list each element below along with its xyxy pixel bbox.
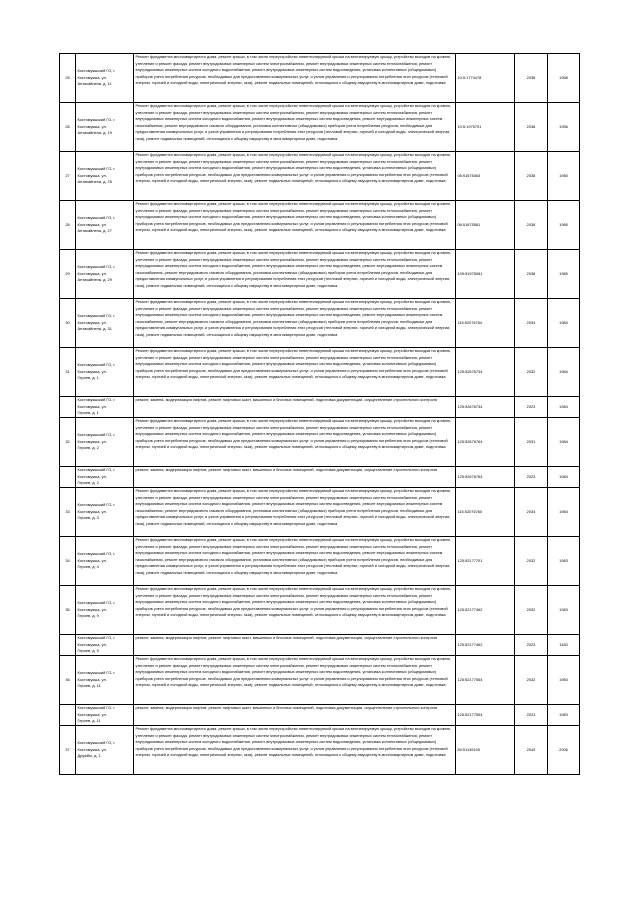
construction-year: 1984 (548, 348, 580, 397)
works-description: ремонт, замена, модернизация лифтов, ремонт лифтовых шахт, машинных и блочных помещений, подготовка документации, осуществление строительного контроля (134, 635, 456, 656)
address-line: Костомукша, ул. (77, 473, 107, 479)
row-number (60, 467, 76, 488)
cadastral-number: 125:52177554 (456, 705, 515, 726)
address-line: Костомукша, ул. (77, 172, 107, 178)
row-number: 37 (60, 726, 76, 775)
address-line: Костомукша, ул. (77, 403, 107, 409)
address-line: Костомукшский ГО, г. (77, 502, 116, 508)
construction-year: 1984 (548, 397, 580, 418)
address-line: Костомукшский ГО, г. (77, 166, 116, 172)
address-cell (76, 656, 134, 705)
row-number: 35 (60, 586, 76, 635)
address-line: Антикайнена, д. 27 (77, 228, 112, 234)
construction-year: 1984 (548, 488, 580, 537)
planned-year: 2038 (515, 54, 548, 103)
cadastral-number: 125:52177462 (456, 635, 515, 656)
construction-year: 1958 (548, 54, 580, 103)
works-description: ремонт, замена, модернизация лифтов, ремонт лифтовых шахт, машинных и блочных помещений, подготовка документации, осуществление строительного контроля (134, 467, 456, 488)
address-line: Героев, д. 2 (77, 445, 99, 451)
address-line: Костомукшский ГО, г. (77, 600, 116, 606)
planned-year: 2032 (515, 656, 548, 705)
address-line: Героев, д. 1 (77, 410, 99, 416)
address-cell (76, 348, 134, 397)
address-line: Героев, д. 9 (77, 613, 99, 619)
construction-year: 1983 (548, 537, 580, 586)
construction-year: 2006 (548, 726, 580, 775)
address-line: Костомукшский ГО, г. (77, 313, 116, 319)
cadastral-number: 06:51675581 (456, 201, 515, 250)
works-description: Ремонт фундамента многоквартирного дома, ремонт крыши, в том числе переустройство невентилируемой крыши на вентилируемую крышу, устройство выходов на кровлю, утепление и ремонт фасада, ремонт внутридомовых инженерных систем электроснабжения, ремонт внутридомовых инженерных систем теплоснабжения, ремонт внутридомовых инженерных систем холодного водоснабжения, ремонт внутридомовых инженерных систем водоотведения, ремонт внутридомовых инженерных систем газоснабжения, ремонт внутридомового газового оборудования, установка коллективных (общедомовых) приборов учета потребления ресурсов, необходимых для предоставления коммунальных услуг, и узлов управления и регулирования потребления этих ресурсов (тепловой энергии, горячей и холодной воды, электрической энергии, газа), ремонт подвальных помещений, относящихся к общему имуществу в многоквартирном доме, подготовка (134, 250, 456, 299)
address-line: Героев, д. 3 (77, 515, 99, 521)
works-description: Ремонт фундамента многоквартирного дома, ремонт крыши, в том числе переустройство невентилируемой крыши на вентилируемую крышу, устройство выходов на кровлю, утепление и ремонт фасада, ремонт внутридомовых инженерных систем электроснабжения, ремонт внутридомовых инженерных систем теплоснабжения, ремонт внутридомовых инженерных систем холодного водоснабжения, ремонт внутридомовых инженерных систем водоотведения, установка коллективных (общедомовых) приборов учета потребления ресурсов, необходимых для предоставления коммунальных услуг, и узлов управления и регулирования потребления этих ресурсов (тепловой энергии, горячей и холодной воды, электрической энергии, газа), ремонт подвальных помещений, относящихся к общему имуществу в многоквартирном доме, подготовка (134, 586, 456, 635)
planned-year: 2023 (515, 467, 548, 488)
works-description: Ремонт фундамента многоквартирного дома, ремонт крыши, в том числе переустройство невентилируемой крыши на вентилируемую крышу, устройство выходов на кровлю, утепление и ремонт фасада, ремонт внутридомовых инженерных систем электроснабжения, ремонт внутридомовых инженерных систем теплоснабжения, ремонт внутридомовых инженерных систем холодного водоснабжения, ремонт внутридомовых инженерных систем водоотведения, установка коллективных (общедомовых) приборов учета потребления ресурсов, необходимых для предоставления коммунальных услуг, и узлов управления и регулирования потребления этих ресурсов (тепловой энергии, горячей и холодной воды, электрической энергии, газа), ремонт подвальных помещений, относящихся к общему имуществу в многоквартирном доме, подготовка (134, 418, 456, 467)
works-description: Ремонт фундамента многоквартирного дома, ремонт крыши, в том числе переустройство невентилируемой крыши на вентилируемую крышу, устройство выходов на кровлю, утепление и ремонт фасада, ремонт внутридомовых инженерных систем электроснабжения, ремонт внутридомовых инженерных систем теплоснабжения, ремонт внутридомовых инженерных систем холодного водоснабжения, ремонт внутридомовых инженерных систем водоотведения, установка коллективных (общедомовых) приборов учета потребления ресурсов, необходимых для предоставления коммунальных услуг, и узлов управления и регулирования потребления этих ресурсов (тепловой энергии, горячей и холодной воды, электрической энергии, газа), ремонт подвальных помещений, относящихся к общему имуществу в многоквартирном доме, подготовка (134, 201, 456, 250)
address-line: Костомукшский ГО, г. (77, 362, 116, 368)
row-number: 31 (60, 348, 76, 397)
construction-year: 1985 (548, 152, 580, 201)
table-row (60, 537, 580, 586)
planned-year: 2034 (515, 488, 548, 537)
address-cell (76, 152, 134, 201)
address-line: Костомукшский ГО, г. (77, 264, 116, 270)
cadastral-number: 105:51975081 (456, 250, 515, 299)
address-cell (76, 201, 134, 250)
works-description: Ремонт фундамента многоквартирного дома, ремонт крыши, в том числе переустройство невентилируемой крыши на вентилируемую крышу, устройство выходов на кровлю, утепление и ремонт фасада, ремонт внутридомовых инженерных систем электроснабжения, ремонт внутридомовых инженерных систем теплоснабжения, ремонт внутридомовых инженерных систем холодного водоснабжения, ремонт внутридомовых инженерных систем водоотведения, установка коллективных (общедомовых) приборов учета потребления ресурсов, необходимых для предоставления коммунальных услуг, и узлов управления и регулирования потребления этих ресурсов (тепловой энергии, горячей и холодной воды, электрической энергии, газа), ремонт подвальных помещений, относящихся к общему имуществу в многоквартирном доме, подготовка (134, 152, 456, 201)
planned-year: 2038 (515, 103, 548, 152)
planned-year: 2032 (515, 348, 548, 397)
works-description: Ремонт фундамента многоквартирного дома, ремонт крыши, в том числе переустройство невентилируемой крыши на вентилируемую крышу, устройство выходов на кровлю, утепление и ремонт фасада, ремонт внутридомовых инженерных систем электроснабжения, ремонт внутридомовых инженерных систем теплоснабжения, ремонт внутридомовых инженерных систем холодного водоснабжения, ремонт внутридомовых инженерных систем водоотведения, установка коллективных (общедомовых) приборов учета потребления ресурсов, необходимых для предоставления коммунальных услуг, и узлов управления и регулирования потребления этих ресурсов (тепловой энергии, горячей и холодной воды, электрической энергии, газа), ремонт подвальных помещений, относящихся к общему имуществу в многоквартирном доме, подготовка (134, 54, 456, 103)
table-row (60, 54, 580, 103)
address-cell (76, 586, 134, 635)
table-row (60, 635, 580, 656)
address-line: Героев, д. 11 (77, 718, 101, 724)
cadastral-number: 125:52676764 (456, 418, 515, 467)
table-row (60, 201, 580, 250)
works-description: ремонт, замена, модернизация лифтов, ремонт лифтовых шахт, машинных и блочных помещений, подготовка документации, осуществление строительного контроля (134, 397, 456, 418)
construction-year: 1984 (548, 418, 580, 467)
planned-year: 2032 (515, 537, 548, 586)
address-line: Костомукша, ул. (77, 606, 107, 612)
cadastral-number: 125:52676764 (456, 467, 515, 488)
works-description: Ремонт фундамента многоквартирного дома, ремонт крыши, в том числе переустройство невентилируемой крыши на вентилируемую крышу, устройство выходов на кровлю, утепление и ремонт фасада, ремонт внутридомовых инженерных систем электроснабжения, ремонт внутридомовых инженерных систем теплоснабжения, ремонт внутридомовых инженерных систем холодного водоснабжения, ремонт внутридомовых инженерных систем водоотведения, ремонт внутридомовых инженерных систем газоснабжения, ремонт внутридомового газового оборудования, установка коллективных (общедомовых) приборов учета потребления ресурсов, необходимых для предоставления коммунальных услуг, и узлов управления и регулирования потребления этих ресурсов (тепловой энергии, горячей и холодной воды, электрической энергии, газа), ремонт подвальных помещений, относящихся к общему имуществу в многоквартирном доме, подготовка (134, 537, 456, 586)
cadastral-number: 115:52076764 (456, 299, 515, 348)
construction-year: 1983 (548, 586, 580, 635)
table-row (60, 152, 580, 201)
cadastral-number: 06:51675463 (456, 152, 515, 201)
cadastral-number: 125:52177701 (456, 537, 515, 586)
table-row (60, 467, 580, 488)
table-row (60, 250, 580, 299)
address-line: Костомукша, ул. (77, 676, 107, 682)
construction-year: 1983 (548, 705, 580, 726)
address-line: Костомукша, ул. (77, 508, 107, 514)
row-number (60, 635, 76, 656)
planned-year: 2034 (515, 299, 548, 348)
address-line: Героев, д. 1 (77, 375, 99, 381)
address-line: Антикайнена, д. 25 (77, 179, 112, 185)
works-description: ремонт, замена, модернизация лифтов, ремонт лифтовых шахт, машинных и блочных помещений, подготовка документации, осуществление строительного контроля (134, 705, 456, 726)
repair-schedule-table (59, 53, 580, 775)
works-description: Ремонт фундамента многоквартирного дома, ремонт крыши, в том числе переустройство невентилируемой крыши на вентилируемую крышу, устройство выходов на кровлю, утепление и ремонт фасада, ремонт внутридомовых инженерных систем электроснабжения, ремонт внутридомовых инженерных систем теплоснабжения, ремонт внутридомовых инженерных систем холодного водоснабжения, ремонт внутридомовых инженерных систем водоотведения, ремонт внутридомовых инженерных систем газоснабжения, ремонт внутридомового газового оборудования, установка коллективных (общедомовых) приборов учета потребления ресурсов, необходимых для предоставления коммунальных услуг, и узлов управления и регулирования потребления этих ресурсов (тепловой энергии, горячей и холодной воды, электрической энергии, газа), ремонт подвальных помещений, относящихся к общему имуществу в многоквартирном доме, подготовка (134, 488, 456, 537)
address-line: Костомукша, ул. (77, 438, 107, 444)
construction-year: 1985 (548, 250, 580, 299)
row-number (60, 705, 76, 726)
construction-year: 1984 (548, 299, 580, 348)
address-line: Костомукшский ГО, г. (77, 740, 116, 746)
table-row (60, 348, 580, 397)
row-number: 33 (60, 488, 76, 537)
construction-year: 1983 (548, 656, 580, 705)
cadastral-number: 115:52076760 (456, 488, 515, 537)
row-number: 25 (60, 54, 76, 103)
address-line: Героев, д. 11 (77, 683, 101, 689)
address-cell (76, 635, 134, 656)
address-line: Антикайнена, д. 29 (77, 277, 112, 283)
planned-year: 2023 (515, 397, 548, 418)
address-line: Героев, д. 2 (77, 480, 99, 486)
address-line: Героев, д. 4 (77, 564, 99, 570)
address-line: Антикайнена, д. 19 (77, 130, 112, 136)
table-row (60, 488, 580, 537)
address-cell (76, 705, 134, 726)
table-body (60, 54, 580, 775)
address-cell (76, 103, 134, 152)
planned-year: 2038 (515, 250, 548, 299)
row-number: 28 (60, 201, 76, 250)
address-line: Антикайнена, д. 31 (77, 326, 112, 332)
construction-year: 1956 (548, 103, 580, 152)
table-row (60, 586, 580, 635)
row-number: 36 (60, 656, 76, 705)
table-row (60, 397, 580, 418)
address-line: Костомукшский ГО, г. (77, 68, 116, 74)
address-line: Костомукшский ГО, г. (77, 117, 116, 123)
address-line: Костомукшский ГО, г. (77, 670, 116, 676)
row-number: 34 (60, 537, 76, 586)
planned-year: 2032 (515, 586, 548, 635)
address-line: Костомукшский ГО, г. (77, 215, 116, 221)
address-line: Героев, д. 9 (77, 648, 99, 654)
address-cell (76, 488, 134, 537)
address-line: Костомукша, ул. (77, 641, 107, 647)
cadastral-number: 50:51149105 (456, 726, 515, 775)
works-description: Ремонт фундамента многоквартирного дома, ремонт крыши, в том числе переустройство невентилируемой крыши на вентилируемую крышу, устройство выходов на кровлю, утепление и ремонт фасада, ремонт внутридомовых инженерных систем электроснабжения, ремонт внутридомовых инженерных систем теплоснабжения, ремонт внутридомовых инженерных систем холодного водоснабжения, ремонт внутридомовых инженерных систем водоотведения, установка коллективных (общедомовых) приборов учета потребления ресурсов, необходимых для предоставления коммунальных услуг, и узлов управления и регулирования потребления этих ресурсов (тепловой энергии, горячей и холодной воды, электрической энергии, газа), ремонт подвальных помещений, относящихся к общему имуществу в многоквартирном доме, подготовка (134, 726, 456, 775)
cadastral-number: 10:5:1774478 (456, 54, 515, 103)
planned-year: 2031 (515, 418, 548, 467)
address-cell (76, 418, 134, 467)
construction-year: 1985 (548, 201, 580, 250)
address-line: Костомукшский ГО, г. (77, 467, 116, 473)
cadastral-number: 10:5:1975701 (456, 103, 515, 152)
address-cell (76, 467, 134, 488)
address-cell (76, 537, 134, 586)
address-line: Костомукша, ул. (77, 123, 107, 129)
address-line: Костомукша, ул. (77, 368, 107, 374)
works-description: Ремонт фундамента многоквартирного дома, ремонт крыши, в том числе переустройство невентилируемой крыши на вентилируемую крышу, устройство выходов на кровлю, утепление и ремонт фасада, ремонт внутридомовых инженерных систем электроснабжения, ремонт внутридомовых инженерных систем теплоснабжения, ремонт внутридомовых инженерных систем холодного водоснабжения, ремонт внутридомовых инженерных систем водоотведения, ремонт внутридомовых инженерных систем газоснабжения, ремонт внутридомового газового оборудования, установка коллективных (общедомовых) приборов учета потребления ресурсов, необходимых для предоставления коммунальных услуг, и узлов управления и регулирования потребления этих ресурсов (тепловой энергии, горячей и холодной воды, электрической энергии, газа), ремонт подвальных помещений, относящихся к общему имуществу в многоквартирном доме, подготовка (134, 103, 456, 152)
address-line: Костомукша, ул. (77, 319, 107, 325)
cadastral-number: 125:52177462 (456, 586, 515, 635)
row-number: 27 (60, 152, 76, 201)
planned-year: 2043 (515, 726, 548, 775)
address-line: Костомукша, ул. (77, 270, 107, 276)
address-cell (76, 726, 134, 775)
address-line: Костомукшский ГО, г. (77, 432, 116, 438)
row-number: 32 (60, 418, 76, 467)
address-line: Костомукша, ул. (77, 74, 107, 80)
row-number: 30 (60, 299, 76, 348)
cadastral-number: 125:52177554 (456, 656, 515, 705)
address-line: Костомукшский ГО, г. (77, 705, 116, 711)
planned-year: 2038 (515, 201, 548, 250)
table-row (60, 705, 580, 726)
table-row (60, 418, 580, 467)
works-description: Ремонт фундамента многоквартирного дома, ремонт крыши, в том числе переустройство невентилируемой крыши на вентилируемую крышу, устройство выходов на кровлю, утепление и ремонт фасада, ремонт внутридомовых инженерных систем электроснабжения, ремонт внутридомовых инженерных систем теплоснабжения, ремонт внутридомовых инженерных систем холодного водоснабжения, ремонт внутридомовых инженерных систем водоотведения, установка коллективных (общедомовых) приборов учета потребления ресурсов, необходимых для предоставления коммунальных услуг, и узлов управления и регулирования потребления этих ресурсов (тепловой энергии, горячей и холодной воды, электрической энергии, газа), ремонт подвальных помещений, относящихся к общему имуществу в многоквартирном доме, подготовка (134, 348, 456, 397)
address-line: Антикайнена, д. 11 (77, 81, 112, 87)
row-number (60, 397, 76, 418)
construction-year: 1984 (548, 467, 580, 488)
table-row (60, 103, 580, 152)
address-line: Дружбы, д. 1 (77, 753, 101, 759)
planned-year: 2023 (515, 635, 548, 656)
address-line: Костомукша, ул. (77, 711, 107, 717)
address-line: Костомукша, ул. (77, 221, 107, 227)
table-row (60, 656, 580, 705)
address-line: Костомукшский ГО, г. (77, 551, 116, 557)
planned-year: 2038 (515, 152, 548, 201)
address-line: Костомукша, ул. (77, 746, 107, 752)
planned-year: 2023 (515, 705, 548, 726)
row-number: 29 (60, 250, 76, 299)
construction-year: 1183 (548, 635, 580, 656)
address-cell (76, 250, 134, 299)
table-row (60, 726, 580, 775)
cadastral-number: 125:52676734 (456, 397, 515, 418)
address-line: Костомукшский ГО, г. (77, 397, 116, 403)
cadastral-number: 125:52676734 (456, 348, 515, 397)
address-line: Костомукшский ГО, г. (77, 635, 116, 641)
works-description: Ремонт фундамента многоквартирного дома, ремонт крыши, в том числе переустройство невентилируемой крыши на вентилируемую крышу, устройство выходов на кровлю, утепление и ремонт фасада, ремонт внутридомовых инженерных систем электроснабжения, ремонт внутридомовых инженерных систем теплоснабжения, ремонт внутридомовых инженерных систем холодного водоснабжения, ремонт внутридомовых инженерных систем водоотведения, установка коллективных (общедомовых) приборов учета потребления ресурсов, необходимых для предоставления коммунальных услуг, и узлов управления и регулирования потребления этих ресурсов (тепловой энергии, горячей и холодной воды, электрической энергии, газа), ремонт подвальных помещений, относящихся к общему имуществу в многоквартирном доме, подготовка (134, 656, 456, 705)
works-description: Ремонт фундамента многоквартирного дома, ремонт крыши, в том числе переустройство невентилируемой крыши на вентилируемую крышу, устройство выходов на кровлю, утепление и ремонт фасада, ремонт внутридомовых инженерных систем электроснабжения, ремонт внутридомовых инженерных систем теплоснабжения, ремонт внутридомовых инженерных систем холодного водоснабжения, ремонт внутридомовых инженерных систем водоотведения, ремонт внутридомовых инженерных систем газоснабжения, ремонт внутридомового газового оборудования, установка коллективных (общедомовых) приборов учета потребления ресурсов, необходимых для предоставления коммунальных услуг, и узлов управления и регулирования потребления этих ресурсов (тепловой энергии, горячей и холодной воды, электрической энергии, газа), ремонт подвальных помещений, относящихся к общему имуществу в многоквартирном доме, подготовка (134, 299, 456, 348)
address-cell (76, 397, 134, 418)
capital-repair-table (59, 53, 579, 775)
address-line: Костомукша, ул. (77, 557, 107, 563)
row-number: 26 (60, 103, 76, 152)
table-row (60, 299, 580, 348)
address-cell (76, 299, 134, 348)
address-cell (76, 54, 134, 103)
